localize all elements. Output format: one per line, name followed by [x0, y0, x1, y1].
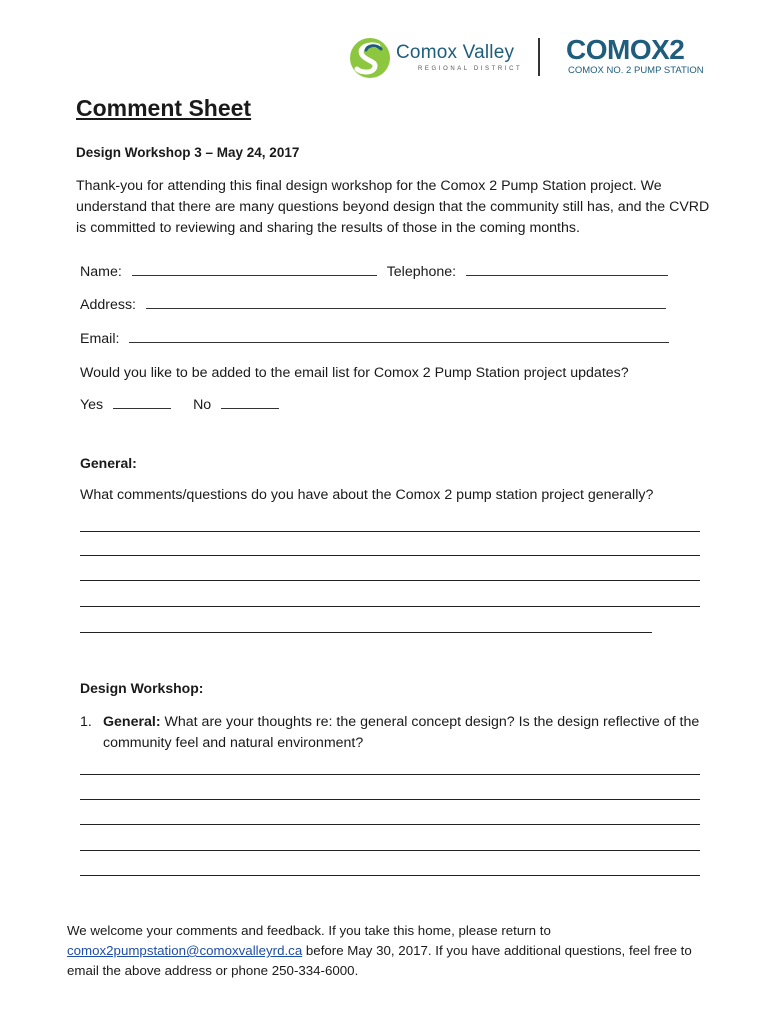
general-heading: General:	[80, 455, 137, 471]
address-field[interactable]	[80, 297, 666, 313]
design-answer-line[interactable]	[80, 850, 700, 851]
address-label: Address:	[80, 297, 136, 313]
name-label: Name:	[80, 264, 122, 280]
question-lead: General:	[103, 714, 161, 730]
intro-paragraph: Thank-you for attending this final design workshop for the Comox 2 Pump Station project. We understand that there are many questions beyond design that the community still has, and the CVRD is committed to reviewing and sharing the results of those in the coming months.	[76, 178, 710, 236]
general-answer-line[interactable]	[80, 606, 700, 607]
design-answer-line[interactable]	[80, 824, 700, 825]
design-question-1	[80, 712, 700, 754]
email-label: Email:	[80, 331, 120, 347]
comox2-subtitle: COMOX NO. 2 PUMP STATION	[568, 65, 704, 76]
design-workshop-heading: Design Workshop:	[80, 680, 204, 696]
logo-divider	[538, 38, 540, 76]
no-label: No	[193, 397, 212, 413]
comox-valley-name: Comox Valley	[396, 42, 515, 63]
email-input-line[interactable]	[129, 341, 669, 343]
name-field[interactable]	[80, 264, 668, 280]
comox-valley-logo-icon	[348, 36, 392, 80]
address-input-line[interactable]	[146, 307, 666, 309]
comox2-logo-text: COMOX2	[566, 34, 685, 65]
header-logos	[348, 36, 718, 82]
general-answer-line[interactable]	[80, 580, 700, 581]
name-input-line[interactable]	[132, 274, 377, 276]
question-text: What are your thoughts re: the general concept design? Is the design reflective of the community feel and natural environment?	[103, 714, 700, 751]
general-question: What comments/questions do you have about the Comox 2 pump station project generally?	[80, 487, 654, 503]
no-input-line[interactable]	[221, 407, 279, 409]
workshop-subtitle: Design Workshop 3 – May 24, 2017	[76, 145, 300, 160]
footer-text-1: We welcome your comments and feedback. If you take this home, please return to	[67, 923, 551, 938]
yes-label: Yes	[80, 397, 104, 413]
design-answer-line[interactable]	[80, 774, 700, 775]
telephone-input-line[interactable]	[466, 274, 668, 276]
footer-text-2: before May 30, 2017. If you have additional questions, feel free to email the above address or phone 250-334-6000.	[67, 943, 692, 978]
yes-input-line[interactable]	[113, 407, 171, 409]
regional-district-label: REGIONAL DISTRICT	[418, 66, 523, 72]
question-number: 1.	[80, 714, 92, 730]
email-list-question: Would you like to be added to the email list for Comox 2 Pump Station project updates?	[80, 365, 629, 381]
telephone-label: Telephone:	[386, 264, 457, 280]
general-answer-line[interactable]	[80, 555, 700, 556]
design-answer-line[interactable]	[80, 875, 700, 876]
general-answer-line[interactable]	[80, 632, 652, 633]
contact-email-link[interactable]: comox2pumpstation@comoxvalleyrd.ca	[67, 943, 303, 958]
footer-note	[67, 921, 707, 981]
email-field[interactable]	[80, 331, 669, 347]
page-title: Comment Sheet	[76, 95, 252, 121]
general-answer-line[interactable]	[80, 531, 700, 532]
design-answer-line[interactable]	[80, 799, 700, 800]
yes-no-field[interactable]	[80, 397, 279, 413]
